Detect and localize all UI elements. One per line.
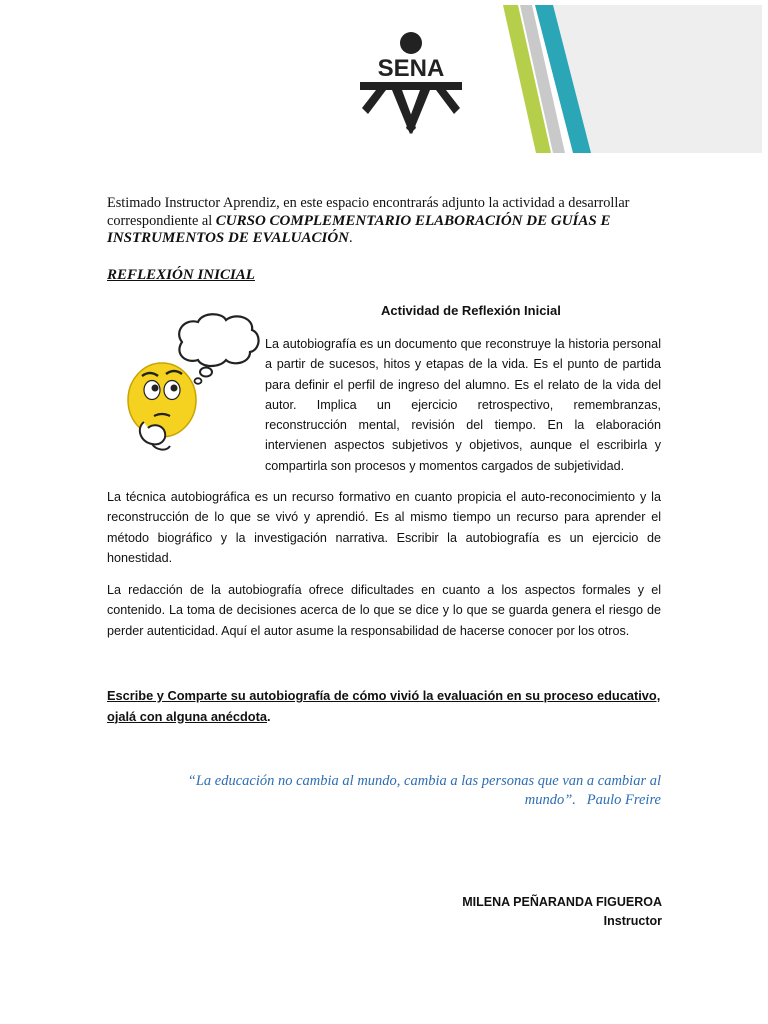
quote-author: Paulo Freire [586,792,661,808]
quote-text: “La educación no cambia al mundo, cambia a las personas que van a cambiar al mundo”. [187,773,661,808]
intro-paragraph [107,195,662,248]
intro-end: . [349,230,353,246]
section-heading: REFLEXIÓN INICIAL [107,267,255,283]
instruction-text: Escribe y Comparte su autobiografía de cómo vivió la evaluación en su proceso educativo, ojalá con alguna anécdota [107,688,661,724]
paragraph-writing-difficulties: La redacción de la autobiografía ofrece dificultades en cuanto a los aspectos formales y el contenido. La toma de decisiones acerca de lo que se dice y lo que se guarda genera el riesgo de perder autenticidad. Aquí el autor asume la responsabilidad de hacerse conocer por los otros. [107,583,661,638]
signature-role: Instructor [603,914,662,928]
signature-block [380,893,662,931]
logo-text: SENA [377,55,445,82]
thinking-face-icon [122,310,262,460]
signature-name: MILENA PEÑARANDA FIGUEROA [462,895,662,909]
sena-logo-icon [358,30,464,138]
course-name: CURSO COMPLEMENTARIO ELABORACIÓN DE GUÍAS E INSTRUMENTOS DE EVALUACIÓN [107,212,611,246]
paragraph-autobiography-definition: La autobiografía es un documento que reconstruye la historia personal a partir de sucesos, hitos y etapas de la vida. Es el punto de partida para definir el perfil de ingreso del alumno. Es el relato de la vida del autor. Implica un ejercicio retrospectivo, remembranzas, reconstrucción mental, revisión del tiempo. En la elaboración intervienen aspectos subjetivos y objetivos, aunque el escribirla y compartirla son procesos y momentos cargados de subjetividad. [265,337,661,473]
activity-instruction [107,686,661,727]
intro-text: Estimado Instructor Aprendiz, en este espacio encontrarás adjunto la actividad a desarrollar correspondiente al [107,195,630,229]
instruction-end: . [267,708,271,724]
paragraph-autobiographical-technique: La técnica autobiográfica es un recurso formativo en cuanto propicia el auto-reconocimiento y la reconstrucción de lo que se vivó y aprendió. Es al mismo tiempo un recurso para aprender el método biográfico y la investigación narrativa. Escribir la autobiografía es un ejercicio de honestidad. [107,490,661,565]
activity-title: Actividad de Reflexión Inicial [381,303,561,318]
sena-logo [358,30,464,138]
quote [150,772,661,810]
